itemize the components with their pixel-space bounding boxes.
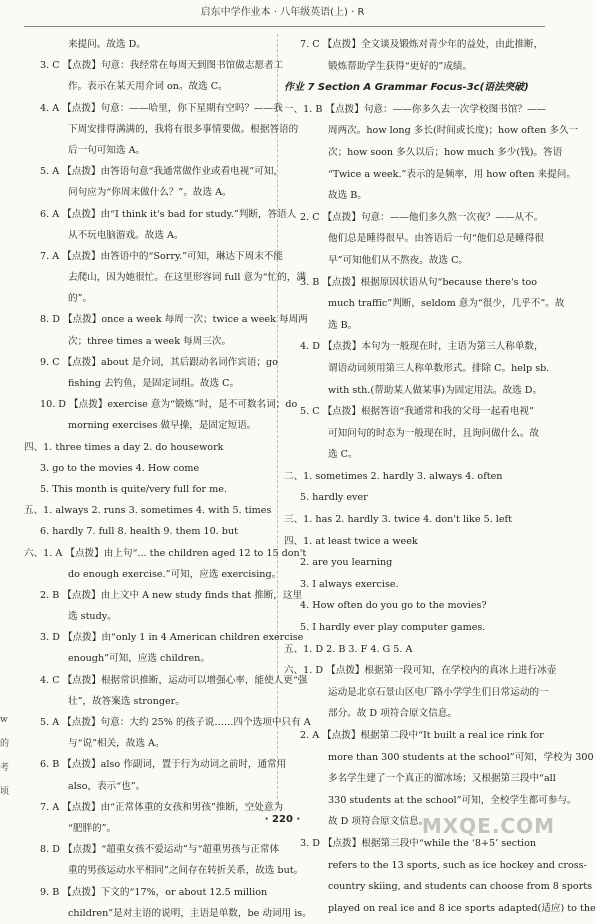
left-text-line: 下周安排得满满的，我将有很多事情要做。根据答语的 [68,123,299,135]
left-text-line: 作。表示在某天用介词 on。故选 C。 [68,81,228,93]
page-number: · 220 · [264,814,301,825]
left-text-line: 6. hardly 7. full 8. health 9. them 10. but [40,526,238,538]
right-text-line: 故 D 项符合原文信息。 [328,816,429,828]
right-text-line: played on real ice and 8 ice sports adapted(适应) to the [328,902,596,914]
left-text-line: 选 study。 [68,611,117,623]
left-text-line: 8. D 【点拨】once a week 每周一次；twice a week 每周两 [40,314,308,326]
right-text-line: 次；how soon 多久以后；how much 多少(钱)。答语 [328,146,563,158]
running-header: 启东中学作业本 · 八年级英语(上) · R [200,7,365,18]
left-text-line: 8. D 【点拨】“超重女孩不爱运动”与“超重男孩与正常体 [40,844,280,856]
right-text-line: much traffic”判断，seldom 意为“很少，几乎不”。故 [328,298,565,310]
right-text-line: 五、1. D 2. B 3. F 4. G 5. A [284,643,413,655]
right-text-line: 部分。故 D 项符合原文信息。 [328,708,457,720]
left-text-line: 10. D 【点拨】exercise 意为“锻炼”时，是不可数名词；do [40,399,298,411]
right-text-line: 一、1. B 【点拨】句意：——你多久去一次学校图书馆？—— [284,103,547,115]
right-text-line: 3. D 【点拨】根据第三段中“while the ‘8+5’ section [300,837,537,849]
right-text-line: 周两次。how long 多长(时间或长度)；how often 多久一 [328,125,579,137]
right-text-line: 二、1. sometimes 2. hardly 3. always 4. often [284,470,503,482]
left-text-line: “肥胖的”。 [68,822,117,834]
left-text-line: fishing 去钓鱼，是固定词组。故选 C。 [68,378,240,389]
right-text-line: more than 300 students at the school”可知，学校为 300 [328,751,594,763]
right-text-line: 可知问句的时态为一般现在时，且询问做什么。故 [328,427,540,439]
right-text-line: 3. I always exercise. [300,578,399,590]
right-text-line: 多名学生建了一个真正的溜冰场；又根据第三段中“all [328,773,556,785]
right-text-line: 锻炼帮助学生获得“更好的”成绩。 [328,60,473,72]
left-text-line: 四、1. three times a day 2. do housework [24,441,224,453]
left-text-line: 5. This month is quite/very full for me. [40,483,228,495]
right-text-line: 330 students at the school”可知，全校学生都可参与。 [328,794,577,806]
left-text-line: 3. go to the movies 4. How come [40,462,200,474]
gutter-char: 顷 [0,787,10,797]
gutter-char: w [0,715,8,725]
left-text-line: children”是对主语的说明，主语是单数，be 动词用 is。 [68,907,312,919]
left-text-line: 壮”，故答案选 stronger。 [68,695,185,707]
left-text-line: 5. A 【点拨】由答语句意“我通常做作业或看电视”可知， [40,166,284,178]
left-text-line: also，表示“也”。 [68,780,146,792]
right-text-line: 运动是北京石景山区电厂路小学学生们日常运动的一 [328,686,549,698]
left-text-line: 重的男孩运动水平相同”之间存在转折关系，故选 but。 [68,865,304,877]
left-text-line: 与“说”相关，故选 A。 [68,738,165,750]
left-text-line: 4. A 【点拨】句意：——哈里，你下星期有空吗？——我 [40,102,283,114]
right-text-line: with sth.(帮助某人做某事)为固定用法。故选 D。 [328,384,543,396]
left-text-line: enough”可知，应选 children。 [68,653,210,665]
right-text-line: 选 C。 [328,449,358,461]
right-text-line: country skiing, and students can choose from 8 sports [328,881,593,893]
left-text-line: 5. A 【点拨】句意：大约 25% 的孩子说……四个选项中只有 A [40,717,311,728]
right-text-line: 2. A 【点拨】根据第二段中“It built a real ice rink for [300,730,544,741]
right-text-line: 作业 7 Section A Grammar Focus-3c(语法突破) [284,82,529,94]
right-text-line: refers to the 13 sports, such as ice hockey and cross- [328,859,587,871]
right-text-line: 5. hardly ever [300,492,368,504]
right-text-line: 谓语动词须用第三人称单数形式。排除 C。help sb. [328,362,550,374]
right-text-line: 六、1. D 【点拨】根据第一段可知，在学校内的真冰上进行冰壶 [284,665,557,677]
left-gutter-fragments [0,712,10,808]
left-text-line: 从不玩电脑游戏。故选 A。 [68,229,184,241]
gutter-char: 考 [0,763,10,773]
left-text-line: 4. C 【点拨】根据常识推断，运动可以增强心率，能使人更“强 [40,674,308,686]
left-text-line: 9. B 【点拨】下文的“17%，or about 12.5 million [40,886,268,898]
right-text-line: 5. C 【点拨】根据答语“我通常和我的父母一起看电视” [300,406,534,418]
left-text-line: 来提问。故选 D。 [68,39,146,50]
right-text-line: 4. How often do you go to the movies? [300,600,487,612]
left-text-line: 7. A 【点拨】由答语中的“Sorry.”可知，琳达下周末不能 [40,250,283,262]
left-text-line: 后一句可知选 A。 [68,144,146,156]
left-text-line: morning exercises 做早操，是固定短语。 [68,420,257,432]
left-text-line: 次；three times a week 每周三次。 [68,335,232,347]
right-text-line: 三、1. has 2. hardly 3. twice 4. don't like 5. left [284,514,512,526]
right-column [284,34,596,919]
right-text-line: 故选 B。 [328,190,367,202]
left-text-line: 2. B 【点拨】由上文中 A new study finds that 推断，这里 [40,589,303,601]
header-rule [24,26,545,27]
right-text-line: 早”可知他们从不熬夜。故选 C。 [328,254,469,266]
left-text-line: 五、1. always 2. runs 3. sometimes 4. with 5. times [24,505,272,517]
right-text-line: 选 B。 [328,319,358,331]
right-text-line: 2. C 【点拨】句意：——他们多久熬一次夜？——从不。 [300,211,544,223]
left-text-line: 去爬山，因为她很忙。在这里形容词 full 意为“忙的，满 [68,272,306,284]
gutter-char: 的 [0,739,10,749]
right-text-line: 4. D 【点拨】本句为一般现在时，主语为第三人称单数， [300,341,544,353]
right-text-line: 他们总是睡得很早。由答语后一句“他们总是睡得很 [328,233,544,245]
left-text-line: 9. C 【点拨】about 是介词，其后跟动名词作宾语；go [40,356,278,368]
left-text-line: 7. A 【点拨】由“正常体重的女孩和男孩”推断，空处意为 [40,801,284,813]
right-text-line: 四、1. at least twice a week [284,535,418,547]
left-text-line: 6. A 【点拨】由“I think it's bad for study.”判断，答语人 [40,208,297,220]
left-text-line: 3. D 【点拨】由“only 1 in 4 American children exercise [40,632,304,644]
left-text-line: 的”。 [68,293,93,305]
right-text-line: 2. are you learning [300,557,393,569]
right-text-line: 7. C 【点拨】全文谈及锻炼对青少年的益处，由此推断， [300,39,544,50]
watermark-logo: MXQE.COM [421,813,555,838]
left-text-line: do enough exercise.”可知，应选 exercising。 [68,568,282,580]
left-text-line: 3. C 【点拨】句意：我经常在每周天到图书馆做志愿者工 [40,60,284,72]
left-text-line: 问句应为“你周末做什么？”。故选 A。 [68,187,232,199]
right-text-line: 3. B 【点拨】根据原因状语从句“because there's too [300,276,538,288]
left-text-line: 6. B 【点拨】also 作副词，置于行为动词之前时，通常用 [40,759,287,771]
right-text-line: 5. I hardly ever play computer games. [300,622,486,634]
left-text-line: 六、1. A 【点拨】由上句“... the children aged 12 to 15 don't [24,547,307,559]
right-text-line: “Twice a week.”表示的是频率，用 how often 来提问。 [328,168,576,180]
